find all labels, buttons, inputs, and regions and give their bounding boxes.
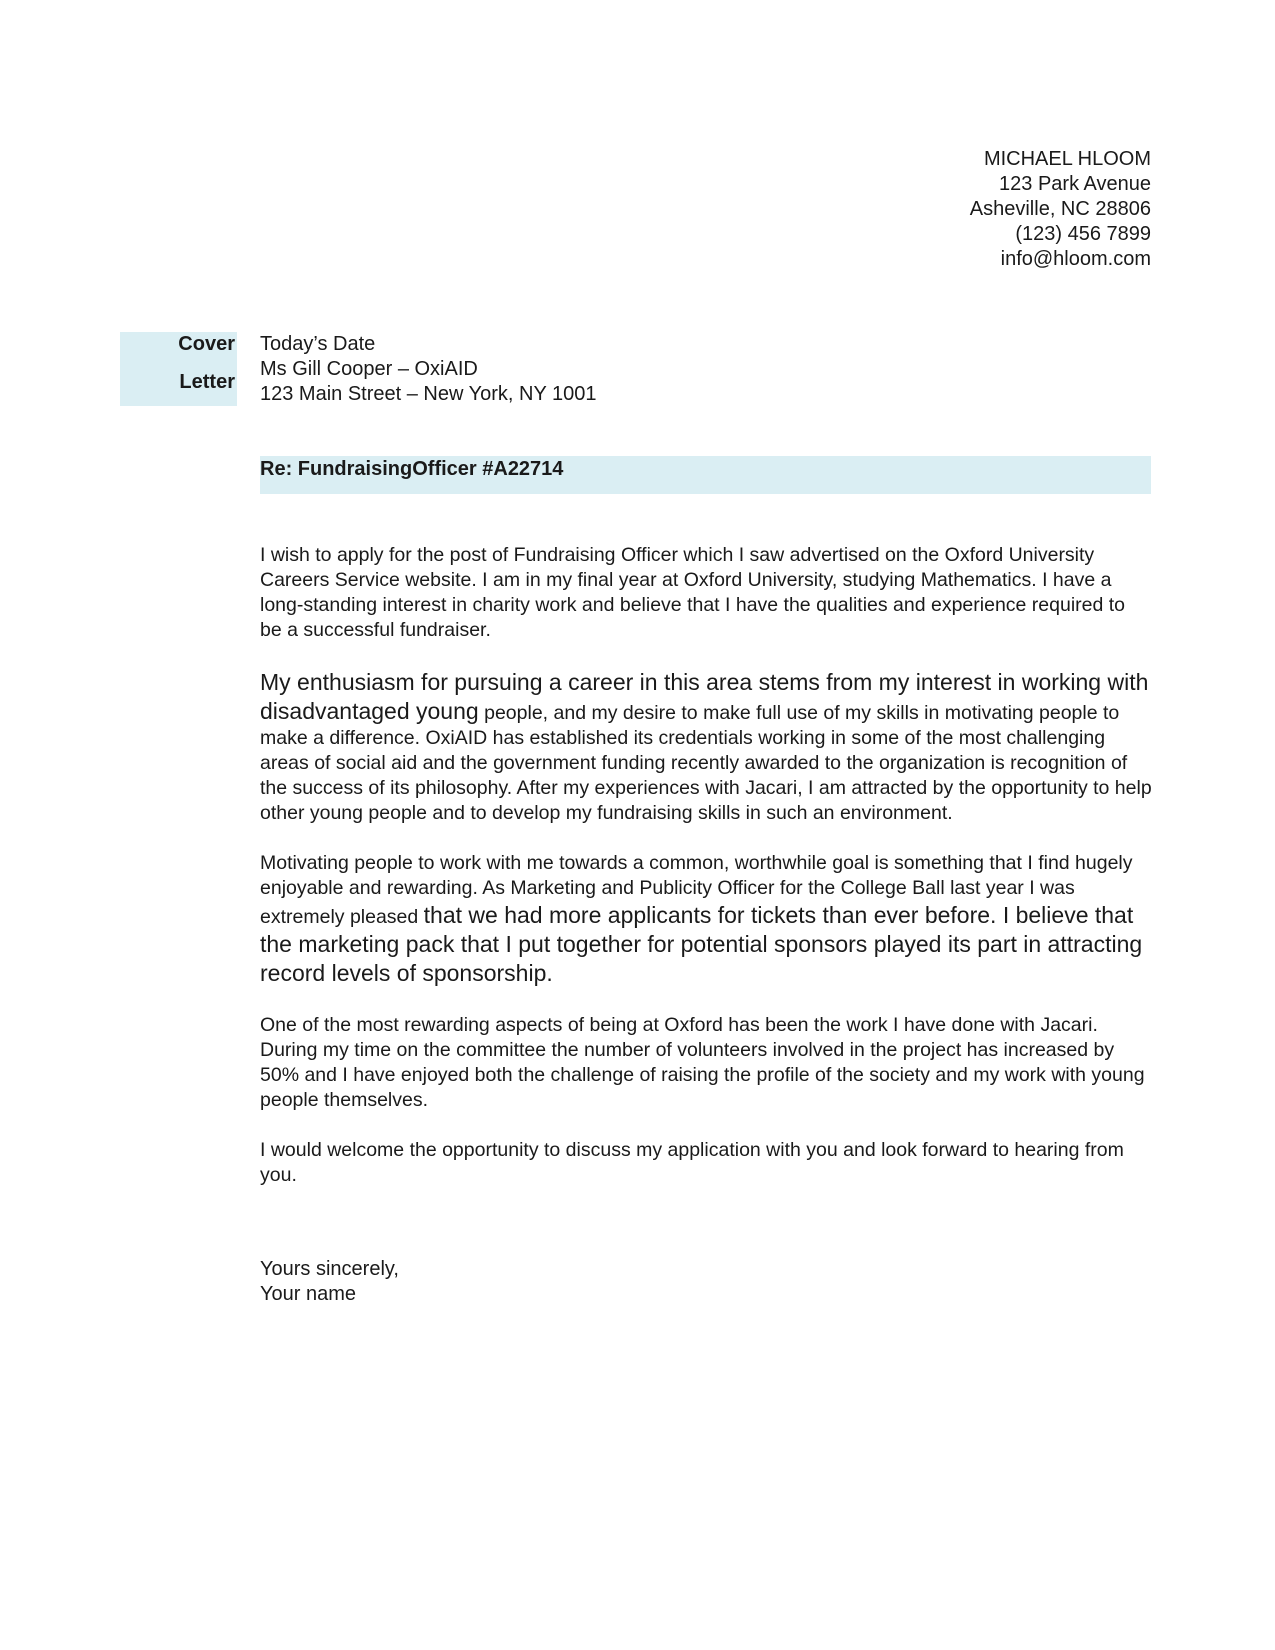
body-paragraph-2	[260, 668, 1152, 826]
body-paragraph-3-text: Motivating people to work with me towards a common, worthwhile goal is something that I find hugely enjoyable and rewarding. As Marketing and Publicity Officer for the College Ball last year I was extremely pleased	[260, 852, 1133, 928]
sender-email: info@hloom.com	[1000, 248, 1151, 270]
cover-letter-label	[120, 332, 237, 406]
closing-salutation: Yours sincerely,	[260, 1258, 399, 1280]
sender-city: Asheville, NC 28806	[969, 198, 1151, 220]
label-line-letter: Letter	[179, 371, 235, 393]
body-paragraph-2-text: people, and my desire to make full use of my skills in motivating people to make a difference. OxiAID has established its credentials working in some of the most challenging areas of social aid and the government funding recently awarded to the organization is recognition of the success of its philosophy. After my experiences with Jacari, I am attracted by the opportunity to help other young people and to develop my fundraising skills in such an environment.	[260, 702, 1152, 824]
body-paragraph-2-large-text: My enthusiasm for pursuing a career in this area stems from my interest in working with disadvantaged young	[260, 669, 1149, 724]
sender-phone: (123) 456 7899	[1015, 223, 1151, 245]
body-paragraph-3-large-text: that we had more applicants for tickets than ever before. I believe that the marketing pack that I put together for potential sponsors played its part in attracting record levels of sponsorship.	[260, 902, 1143, 986]
label-line-cover: Cover	[178, 333, 235, 355]
recipient-name: Ms Gill Cooper – OxiAID	[260, 358, 478, 380]
body-paragraph-5: I would welcome the opportunity to discuss my application with you and look forward to hearing from you.	[260, 1139, 1124, 1186]
subject-line: Re: FundraisingOfficer #A22714	[260, 458, 564, 480]
recipient-address: 123 Main Street – New York, NY 1001	[260, 383, 597, 405]
closing-block	[260, 1257, 399, 1307]
subject-bar	[260, 456, 1151, 494]
body-paragraph-1: I wish to apply for the post of Fundraising Officer which I saw advertised on the Oxford University Careers Service website. I am in my final year at Oxford University, studying Mathematics. I have a long-standing interest in charity work and believe that I have the qualities and experience required to be a successful fundraiser.	[260, 544, 1126, 641]
letter-body	[260, 543, 1152, 1188]
body-paragraph-4: One of the most rewarding aspects of being at Oxford has been the work I have done with Jacari. During my time on the committee the number of volunteers involved in the project has increased by 50% and I have enjoyed both the challenge of raising the profile of the society and my work with young people themselves.	[260, 1014, 1145, 1111]
sender-name: MICHAEL HLOOM	[983, 148, 1151, 170]
body-paragraph-3	[260, 851, 1152, 988]
sender-street: 123 Park Avenue	[999, 173, 1151, 195]
signature-name: Your name	[260, 1283, 356, 1305]
recipient-block	[260, 332, 597, 407]
letter-date: Today’s Date	[260, 333, 376, 355]
sender-block	[970, 147, 1151, 272]
